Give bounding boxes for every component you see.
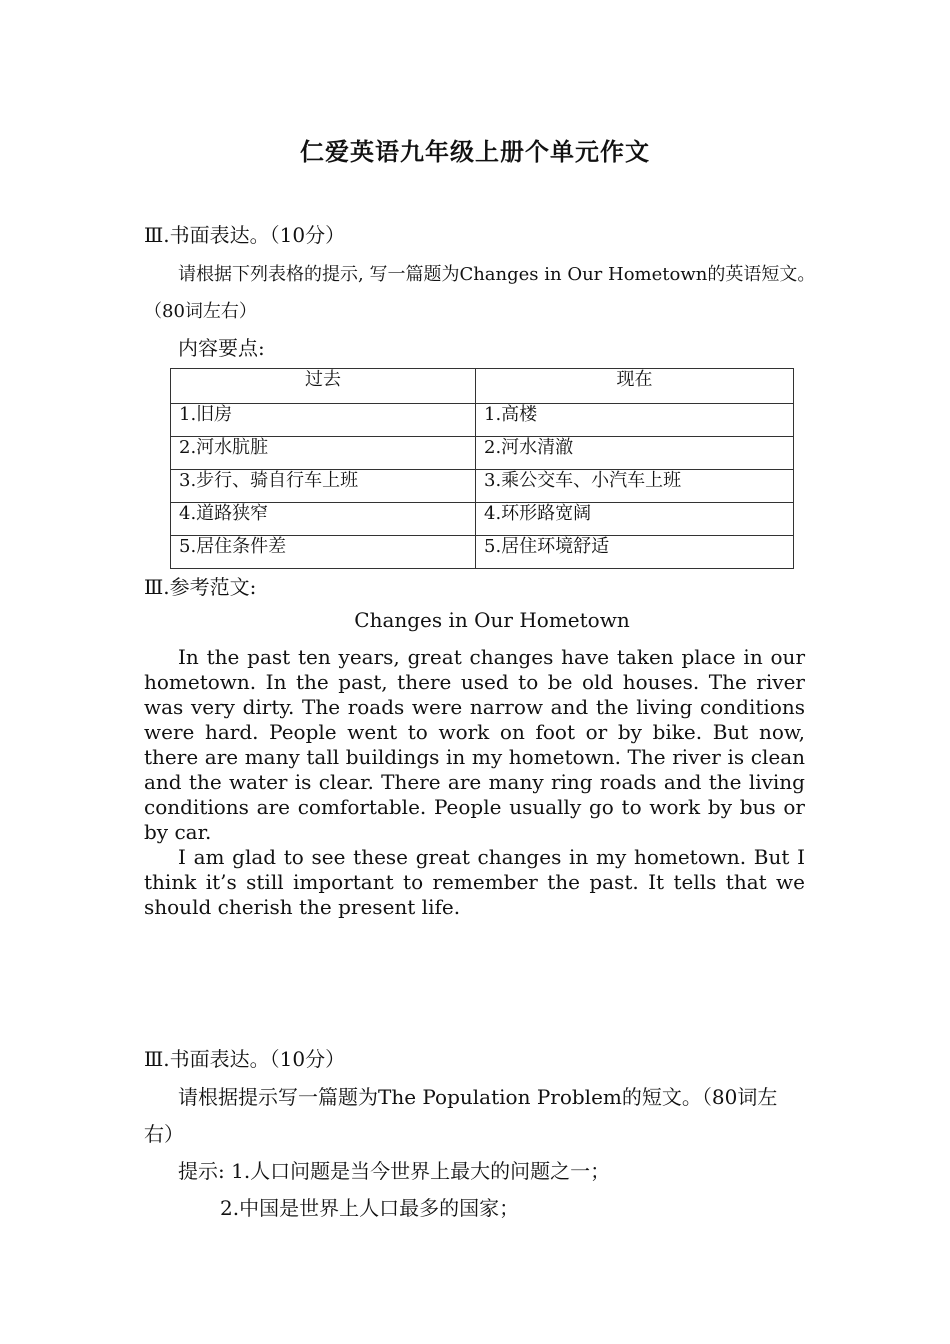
table-cell-past: 1.旧房	[171, 404, 476, 437]
content-points-label: 内容要点:	[178, 336, 265, 360]
section2-instruction-line2: 右）	[144, 1122, 184, 1146]
section1-instruction-line2: （80词左右）	[144, 301, 257, 322]
page-title: 仁爱英语九年级上册个单元作文	[300, 137, 650, 166]
table-row	[171, 437, 794, 470]
section1-instruction-line1: 请根据下列表格的提示, 写一篇题为Changes in Our Hometown的英语短文。	[178, 264, 816, 285]
content-points-table	[170, 368, 794, 569]
essay-paragraph: I am glad to see these great changes in my hometown. But I think it’s still important to remember the past. It tells that we should cherish the present life.	[144, 845, 805, 919]
table-row	[171, 503, 794, 536]
table-header-row	[171, 369, 794, 404]
table-cell-past: 4.道路狭窄	[171, 503, 476, 536]
table-row	[171, 404, 794, 437]
section1-heading: Ⅲ.书面表达。（10分）	[144, 223, 346, 247]
reference-essay	[144, 645, 805, 920]
table-header-present: 现在	[476, 369, 794, 404]
table-cell-past: 2.河水肮脏	[171, 437, 476, 470]
essay-title: Changes in Our Hometown	[354, 608, 630, 632]
section2-hint-1: 提示: 1.人口问题是当今世界上最大的问题之一；	[178, 1159, 611, 1183]
table-cell-present: 3.乘公交车、小汽车上班	[476, 470, 794, 503]
table-cell-present: 1.高楼	[476, 404, 794, 437]
table-cell-present: 5.居住环境舒适	[476, 536, 794, 569]
table-cell-past: 3.步行、骑自行车上班	[171, 470, 476, 503]
reference-essay-label: Ⅲ.参考范文:	[144, 575, 257, 599]
table-cell-present: 2.河水清澈	[476, 437, 794, 470]
table-cell-present: 4.环形路宽阔	[476, 503, 794, 536]
table-header-past: 过去	[171, 369, 476, 404]
table-row	[171, 470, 794, 503]
section2-hint-2: 2.中国是世界上人口最多的国家；	[220, 1196, 520, 1220]
section2-heading: Ⅲ.书面表达。（10分）	[144, 1047, 346, 1071]
table-row	[171, 536, 794, 569]
section2-instruction-line1: 请根据提示写一篇题为The Population Problem的短文。（80词左	[178, 1085, 778, 1109]
essay-paragraph: In the past ten years, great changes have taken place in our hometown. In the past, there used to be old houses. The river was very dirty. The roads were narrow and the living conditions were hard. People went to work on foot or by bike. But now, there are many tall buildings in my hometown. The river is clean and the water is clear. There are many ring roads and the living conditions are comfortable. People usually go to work by bus or by car.	[144, 645, 805, 844]
table-cell-past: 5.居住条件差	[171, 536, 476, 569]
